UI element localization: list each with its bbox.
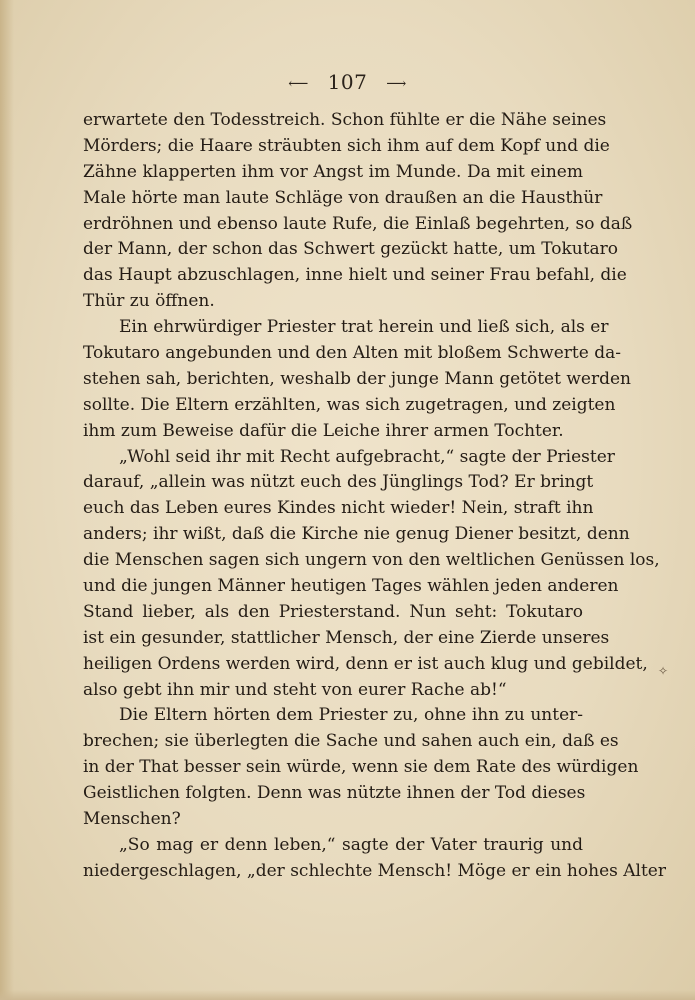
text-line: Tokutaro angebunden und den Alten mit bloßem Schwerte da-: [83, 343, 621, 364]
page-number: 107: [327, 70, 368, 94]
text-line: darauf, „allein was nützt euch des Jünglings Tod? Er bringt: [83, 472, 594, 493]
text-line: und die jungen Männer heutigen Tages wählen jeden anderen: [83, 576, 619, 597]
page-bottom-shadow: [0, 990, 695, 1000]
text-line: brechen; sie überlegten die Sache und sahen auch ein, daß es: [83, 731, 619, 752]
header-ornament-right: ⟶: [386, 75, 407, 92]
text-line: der Mann, der schon das Schwert gezückt hatte, um Tokutaro: [83, 239, 619, 260]
text-line: Zähne klapperten ihm vor Angst im Munde. Da mit einem: [83, 161, 583, 182]
text-line: das Haupt abzuschlagen, inne hielt und seiner Frau befahl, die: [83, 265, 627, 286]
text-line: stehen sah, berichten, weshalb der junge Mann getötet werden: [83, 368, 631, 389]
text-line: Stand lieber, als den Priesterstand. Nun seht: Tokutaro: [83, 601, 583, 622]
text-line: Ein ehrwürdiger Priester trat herein und ließ sich, als er: [119, 317, 609, 338]
text-line: Thür zu öffnen.: [83, 291, 215, 312]
page-edge-shadow: [0, 0, 14, 1000]
text-line: „So mag er denn leben,“ sagte der Vater traurig und: [119, 834, 583, 855]
margin-mark: ✧: [658, 664, 669, 678]
text-line: euch das Leben eures Kindes nicht wieder! Nein, straft ihn: [83, 498, 594, 519]
header-ornament-left: ⟵: [288, 75, 309, 92]
text-line: sollte. Die Eltern erzählten, was sich zugetragen, und zeigten: [83, 394, 616, 415]
text-line: Male hörte man laute Schläge von draußen an die Hausthür: [83, 187, 603, 208]
text-line: ihm zum Beweise dafür die Leiche ihrer armen Tochter.: [83, 420, 564, 441]
text-line: also gebt ihn mir und steht von eurer Rache ab!“: [83, 679, 507, 700]
text-line: in der That besser sein würde, wenn sie dem Rate des würdigen: [83, 757, 639, 778]
body-text: [83, 108, 666, 885]
text-line: Geistlichen folgten. Denn was nützte ihnen der Tod dieses: [83, 783, 586, 804]
text-line: Die Eltern hörten dem Priester zu, ohne ihn zu unter-: [119, 705, 583, 726]
text-line: Menschen?: [83, 809, 181, 830]
text-line: ist ein gesunder, stattlicher Mensch, der eine Zierde unseres: [83, 627, 610, 648]
text-line: „Wohl seid ihr mit Recht aufgebracht,“ sagte der Priester: [119, 446, 615, 467]
text-line: anders; ihr wißt, daß die Kirche nie genug Diener besitzt, denn: [83, 524, 630, 545]
text-line: niedergeschlagen, „der schlechte Mensch! Möge er ein hohes Alter: [83, 860, 666, 881]
page-header: [0, 70, 695, 94]
text-line: heiligen Ordens werden wird, denn er ist auch klug und gebildet,: [83, 653, 648, 674]
text-line: die Menschen sagen sich ungern von den weltlichen Genüssen los,: [83, 550, 660, 571]
text-line: erdröhnen und ebenso laute Rufe, die Einlaß begehrten, so daß: [83, 213, 633, 234]
text-line: Mörders; die Haare sträubten sich ihm auf dem Kopf und die: [83, 135, 610, 156]
text-line: erwartete den Todesstreich. Schon fühlte er die Nähe seines: [83, 110, 607, 130]
